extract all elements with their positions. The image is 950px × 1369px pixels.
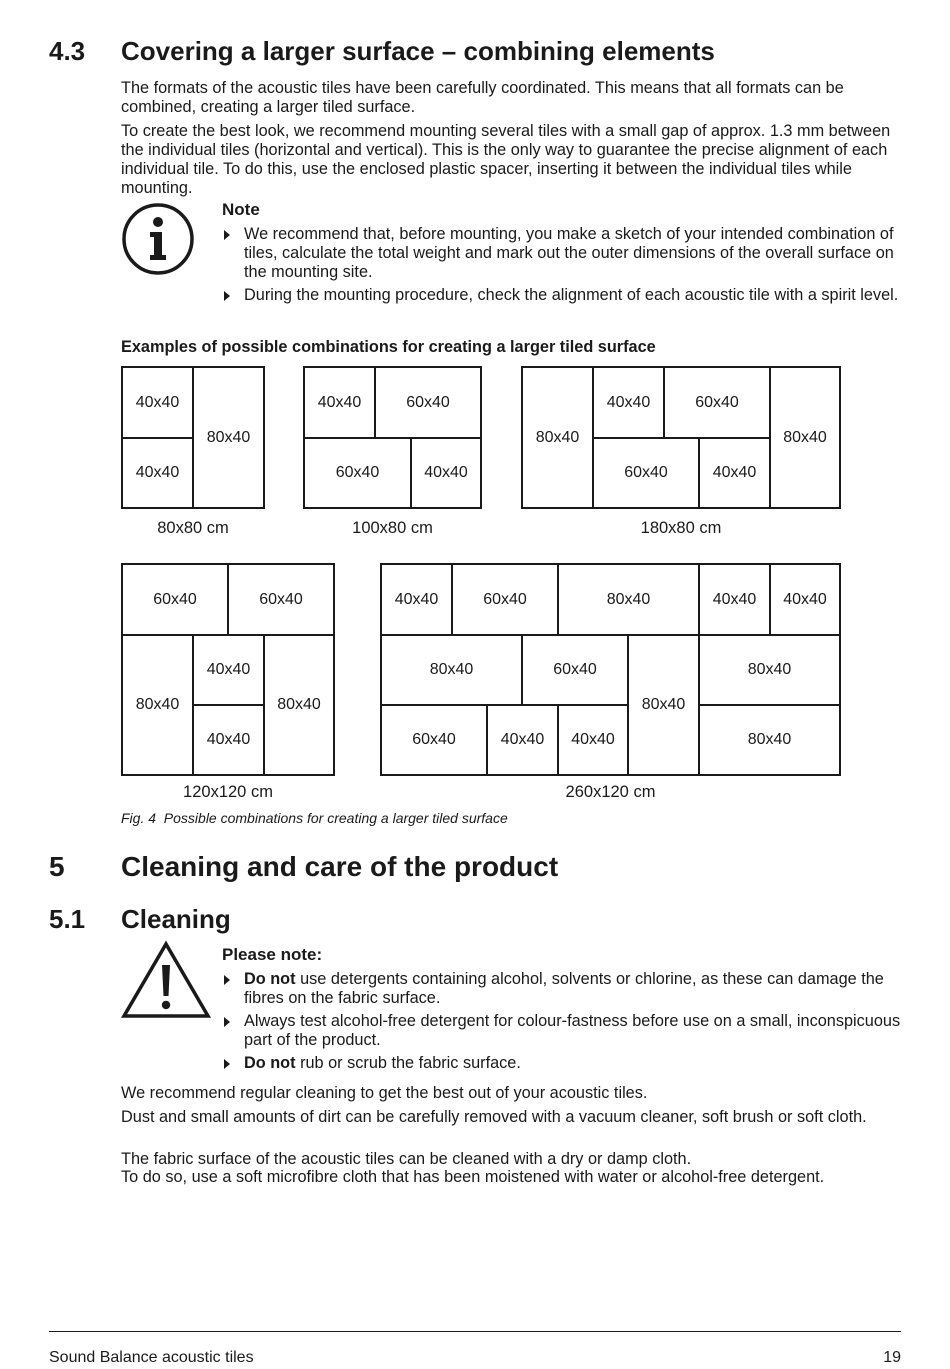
tile: 60x40 [592,437,700,509]
note-item-text: We recommend that, before mounting, you make a sketch of your intended combination of tiles, calculate the total weight and mark out the outer dimensions of the overall surface on the mounting site. [244,225,894,281]
tile: 40x40 [121,437,194,509]
tile: 80x40 [263,634,335,776]
chapter-title: Cleaning and care of the product [121,851,559,882]
tile: 40x40 [380,563,453,636]
bullet-icon [224,975,230,985]
tile: 40x40 [698,563,771,636]
tile: 40x40 [303,366,376,439]
note-item [222,286,902,305]
warning-item-text: Always test alcohol-free detergent for colour-fastness before use on a small, inconspicuous part of the product. [244,1012,901,1049]
tile: 40x40 [557,704,629,776]
tile: 80x40 [521,366,594,509]
tile: 40x40 [410,437,482,509]
tile: 40x40 [592,366,665,439]
bullet-icon [224,230,230,240]
caption-text: Possible combinations for creating a larger tiled surface [163,810,508,826]
section-title: Covering a larger surface – combining elements [121,36,715,66]
tile: 80x40 [627,634,700,776]
tile: 60x40 [451,563,559,636]
tile: 80x40 [698,634,841,706]
section-number: 4.3 [49,36,86,66]
emphasis: Do not [244,970,296,988]
note-block [222,199,902,305]
tile: 80x40 [698,704,841,776]
paragraph: The formats of the acoustic tiles have been carefully coordinated. This means that all formats can be combined, creating a larger tiled surface. [121,79,844,116]
page-number: 19 [883,1349,901,1366]
figure-size-label: 260x120 cm [565,783,656,801]
bullet-icon [224,1017,230,1027]
footer-title: Sound Balance acoustic tiles [49,1349,254,1366]
paragraph: To create the best look, we recommend mounting several tiles with a small gap of approx. 1.3 mm between the individual tiles (horizontal and vertical). This is the only way to guarantee the precise alignment of each individual tile. To do this, use the enclosed plastic spacer, inserting it between the individual tiles while mounting. [121,122,891,197]
chapter-number: 5 [49,851,65,882]
note-item-text: During the mounting procedure, check the alignment of each acoustic tile with a spirit level. [244,286,899,304]
tile: 80x40 [769,366,841,509]
footer-divider [49,1331,901,1332]
figure-size-label: 80x80 cm [157,519,229,537]
tile: 80x40 [380,634,523,706]
warning-item-text: rub or scrub the fabric surface. [295,1054,521,1072]
warning-item [222,1012,902,1050]
warning-icon [121,940,211,1020]
paragraph: Dust and small amounts of dirt can be carefully removed with a vacuum cleaner, soft brush or soft cloth. [121,1108,867,1126]
figure-size-label: 100x80 cm [352,519,433,537]
warning-block [222,944,902,1073]
tile: 40x40 [192,704,265,776]
tile: 80x40 [557,563,700,636]
tile: 80x40 [121,634,194,776]
section-number: 5.1 [49,904,86,934]
tile: 60x40 [227,563,335,636]
emphasis: Do not [244,1054,296,1072]
bullet-icon [224,291,230,301]
warning-item [222,1054,902,1073]
figure-size-label: 180x80 cm [640,519,722,537]
tile: 40x40 [192,634,265,706]
tile: 60x40 [121,563,229,636]
paragraph: The fabric surface of the acoustic tiles can be cleaned with a dry or damp cloth. [121,1150,692,1168]
tile: 60x40 [374,366,482,439]
warning-item [222,970,902,1008]
tile: 40x40 [121,366,194,439]
tile: 80x40 [192,366,265,509]
caption-label: Fig. 4 [121,810,157,826]
examples-heading: Examples of possible combinations for creating a larger tiled surface [121,338,656,356]
tile: 40x40 [769,563,841,636]
tile: 60x40 [663,366,771,439]
paragraph: To do so, use a soft microfibre cloth that has been moistened with water or alcohol-free detergent. [121,1168,825,1186]
tile: 40x40 [486,704,559,776]
note-item [222,225,902,282]
note-title: Note [222,200,260,219]
info-icon [121,202,195,276]
paragraph: We recommend regular cleaning to get the best out of your acoustic tiles. [121,1084,648,1102]
tile: 60x40 [303,437,412,509]
tile: 60x40 [521,634,629,706]
figure-size-label: 120x120 cm [183,783,273,801]
section-title: Cleaning [121,904,231,934]
warning-item-text: use detergents containing alcohol, solvents or chlorine, as these can damage the fibres on the fabric surface. [244,970,884,1007]
warning-title: Please note: [222,945,323,964]
tile: 40x40 [698,437,771,509]
bullet-icon [224,1059,230,1069]
tile: 60x40 [380,704,488,776]
figure-caption [121,810,508,826]
